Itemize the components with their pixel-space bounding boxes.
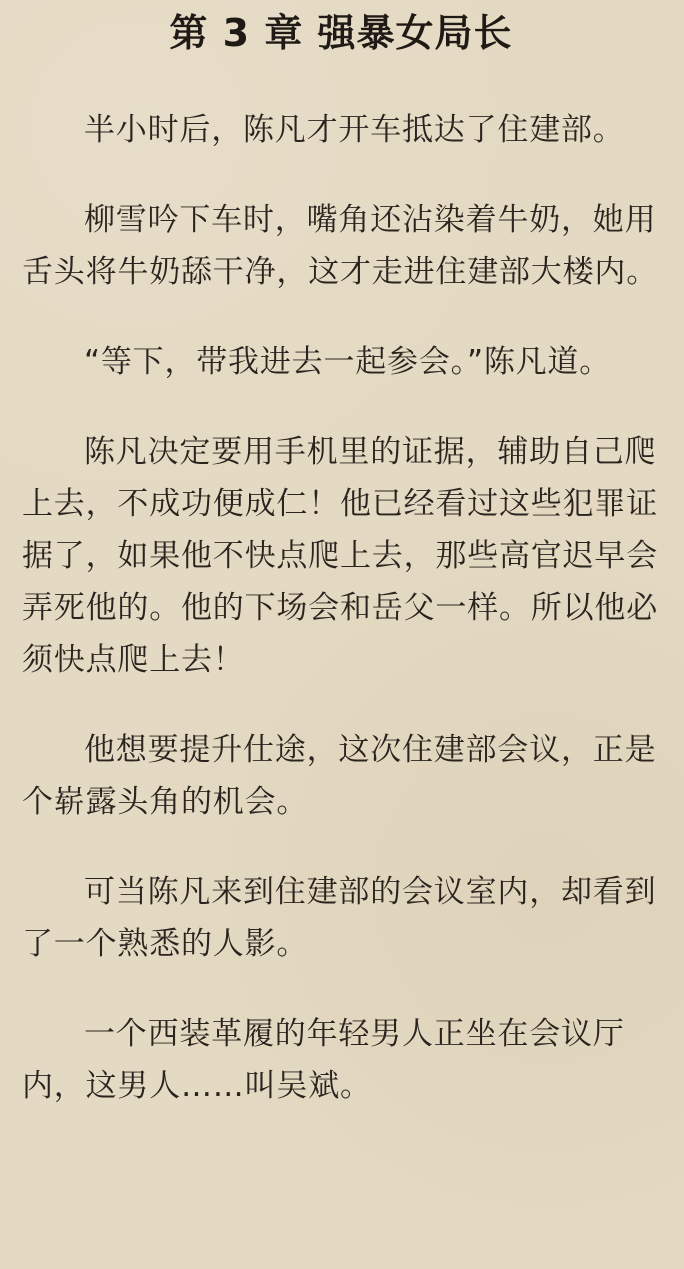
chapter-content	[22, 104, 660, 1112]
paragraph: “等下，带我进去一起参会。”陈凡道。	[84, 344, 612, 380]
paragraph: 半小时后，陈凡才开车抵达了住建部。	[84, 112, 625, 148]
paragraph: 他想要提升仕途，这次住建部会议，正是个崭露头角的机会。	[22, 732, 657, 820]
paragraph: 可当陈凡来到住建部的会议室内，却看到了一个熟悉的人影。	[22, 874, 657, 962]
chapter-title: 第 3 章 强暴女局长	[169, 11, 513, 55]
bottom-fade	[0, 1251, 684, 1269]
paragraph: 柳雪吟下车时，嘴角还沾染着牛奶，她用舌头将牛奶舔干净，这才走进住建部大楼内。	[22, 202, 658, 290]
paragraph: 陈凡决定要用手机里的证据，辅助自己爬上去，不成功便成仁！他已经看过这些犯罪证据了，如果他不快点爬上去，那些高官迟早会弄死他的。他的下场会和岳父一样。所以他必须快点爬上去！	[22, 434, 658, 678]
paragraph: 一个西装革履的年轻男人正坐在会议厅内，这男人……叫吴斌。	[22, 1016, 625, 1104]
